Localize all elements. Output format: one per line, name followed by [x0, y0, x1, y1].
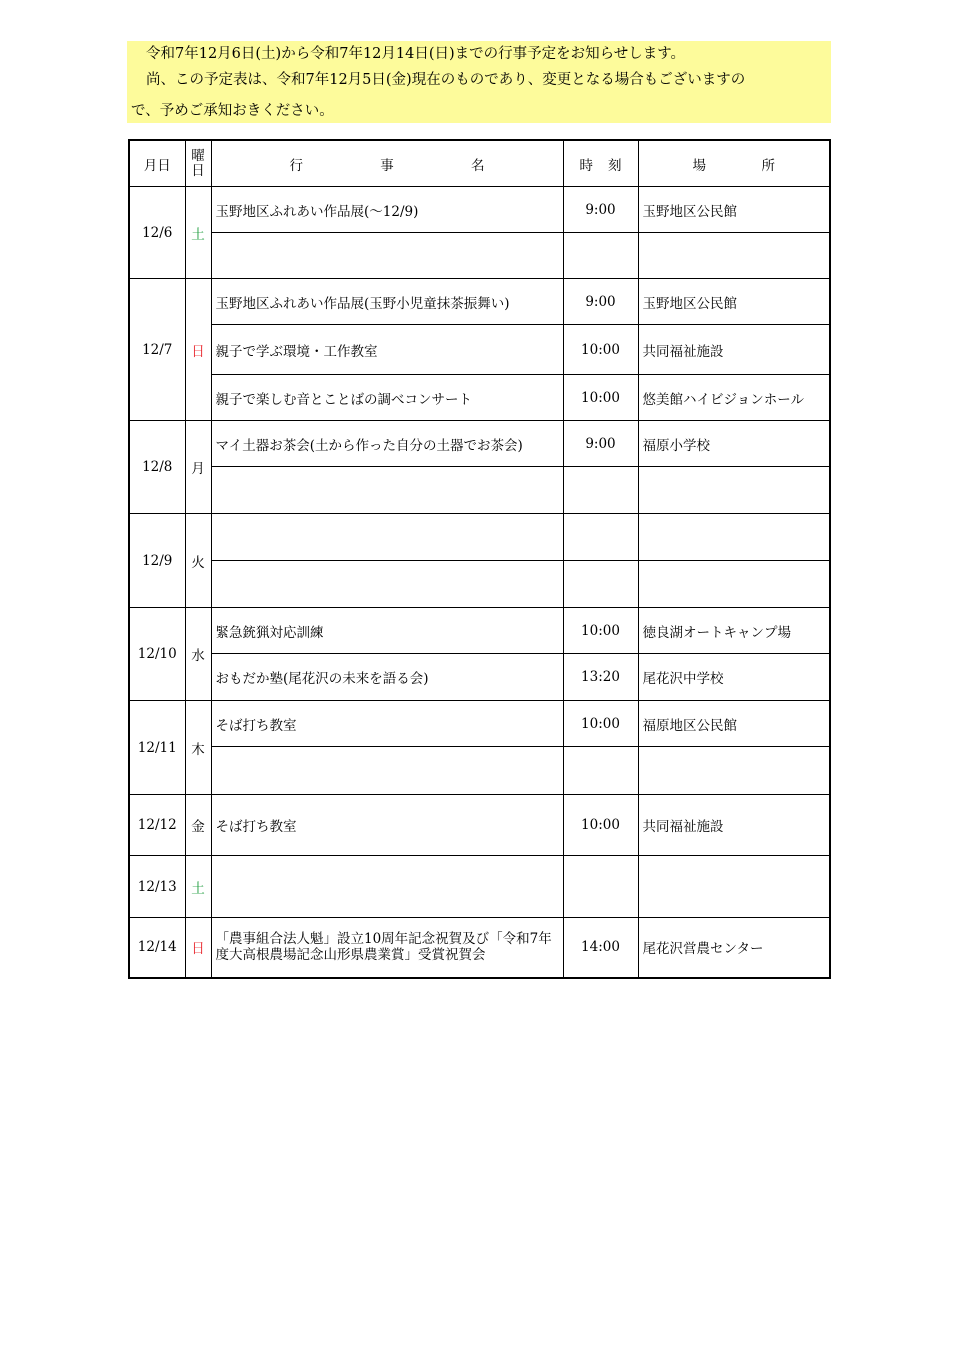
row-dow: 月: [185, 421, 211, 514]
row-place: [638, 233, 830, 279]
header-dow: 曜 日: [185, 140, 211, 187]
row-dow: 水: [185, 608, 211, 701]
table-row: [129, 654, 830, 701]
row-time: 9:00: [563, 187, 638, 233]
row-dow: 金: [185, 795, 211, 856]
schedule-table: [128, 139, 831, 979]
row-date: 12/11: [129, 701, 185, 795]
table-row: [129, 856, 830, 918]
table-row: [129, 561, 830, 608]
row-time: [563, 561, 638, 608]
row-event: 「農事組合法人魁」設立10周年記念祝賀及び「令和7年度大高根農場記念山形県農業賞」受賞祝賀会: [211, 918, 563, 978]
row-time: 9:00: [563, 279, 638, 325]
row-place: 共同福祉施設: [638, 795, 830, 856]
header-date: 月日: [129, 140, 185, 187]
table-row: [129, 421, 830, 467]
row-place: 玉野地区公民館: [638, 187, 830, 233]
row-time: [563, 233, 638, 279]
table-row: [129, 747, 830, 795]
row-place: 尾花沢中学校: [638, 654, 830, 701]
row-date: 12/8: [129, 421, 185, 514]
row-event: おもだか塾(尾花沢の未来を語る会): [211, 654, 563, 701]
row-time: 9:00: [563, 421, 638, 467]
row-place: [638, 561, 830, 608]
row-time: 10:00: [563, 701, 638, 747]
table-row: [129, 918, 830, 978]
table-row: [129, 608, 830, 654]
row-dow: 土: [185, 187, 211, 279]
table-row: [129, 375, 830, 421]
row-dow: 土: [185, 856, 211, 918]
row-event: [211, 856, 563, 918]
row-place: 福原地区公民館: [638, 701, 830, 747]
row-event: 親子で学ぶ環境・工作教室: [211, 325, 563, 375]
row-event: マイ土器お茶会(土から作った自分の土器でお茶会): [211, 421, 563, 467]
row-dow: 火: [185, 514, 211, 608]
row-event: [211, 467, 563, 514]
row-date: 12/10: [129, 608, 185, 701]
row-event: そば打ち教室: [211, 795, 563, 856]
row-time: 10:00: [563, 325, 638, 375]
table-row: [129, 795, 830, 856]
row-place: [638, 856, 830, 918]
notice-line-1: 令和7年12月6日(土)から令和7年12月14日(日)までの行事予定をお知らせします。: [146, 46, 686, 62]
row-time: 10:00: [563, 795, 638, 856]
row-date: 12/9: [129, 514, 185, 608]
row-event: 親子で楽しむ音とことばの調べコンサート: [211, 375, 563, 421]
row-date: 12/13: [129, 856, 185, 918]
header-event: 行 事 名: [211, 140, 563, 187]
row-place: 玉野地区公民館: [638, 279, 830, 325]
row-time: [563, 856, 638, 918]
row-event: [211, 514, 563, 561]
row-place: [638, 747, 830, 795]
row-date: 12/6: [129, 187, 185, 279]
table-row: [129, 187, 830, 233]
table-row: [129, 701, 830, 747]
row-dow: 日: [185, 279, 211, 421]
row-time: 13:20: [563, 654, 638, 701]
row-time: 10:00: [563, 375, 638, 421]
row-place: 福原小学校: [638, 421, 830, 467]
row-date: 12/12: [129, 795, 185, 856]
table-row: [129, 514, 830, 561]
table-row: [129, 233, 830, 279]
row-dow: 日: [185, 918, 211, 978]
row-event: そば打ち教室: [211, 701, 563, 747]
row-place: 共同福祉施設: [638, 325, 830, 375]
table-header-row: [129, 140, 830, 187]
table-row: [129, 279, 830, 325]
row-place: 徳良湖オートキャンプ場: [638, 608, 830, 654]
row-date: 12/7: [129, 279, 185, 421]
notice-box: [127, 41, 831, 123]
row-event: 緊急銃猟対応訓練: [211, 608, 563, 654]
row-event: [211, 747, 563, 795]
row-event: [211, 233, 563, 279]
notice-line-2: 尚、この予定表は、令和7年12月5日(金)現在のものであり、変更となる場合もございますの: [146, 72, 746, 88]
row-time: [563, 514, 638, 561]
row-time: 10:00: [563, 608, 638, 654]
row-event: [211, 561, 563, 608]
row-place: [638, 467, 830, 514]
row-dow: 木: [185, 701, 211, 795]
row-place: 悠美館ハイビジョンホール: [638, 375, 830, 421]
row-event: 玉野地区ふれあい作品展(～12/9): [211, 187, 563, 233]
row-place: 尾花沢営農センター: [638, 918, 830, 978]
header-time: 時 刻: [563, 140, 638, 187]
row-time: [563, 467, 638, 514]
notice-line-3: で、予めご承知おきください。: [131, 103, 334, 119]
table-row: [129, 325, 830, 375]
row-place: [638, 514, 830, 561]
row-date: 12/14: [129, 918, 185, 978]
header-place: 場 所: [638, 140, 830, 187]
row-time: [563, 747, 638, 795]
table-row: [129, 467, 830, 514]
row-time: 14:00: [563, 918, 638, 978]
row-event: 玉野地区ふれあい作品展(玉野小児童抹茶振舞い): [211, 279, 563, 325]
